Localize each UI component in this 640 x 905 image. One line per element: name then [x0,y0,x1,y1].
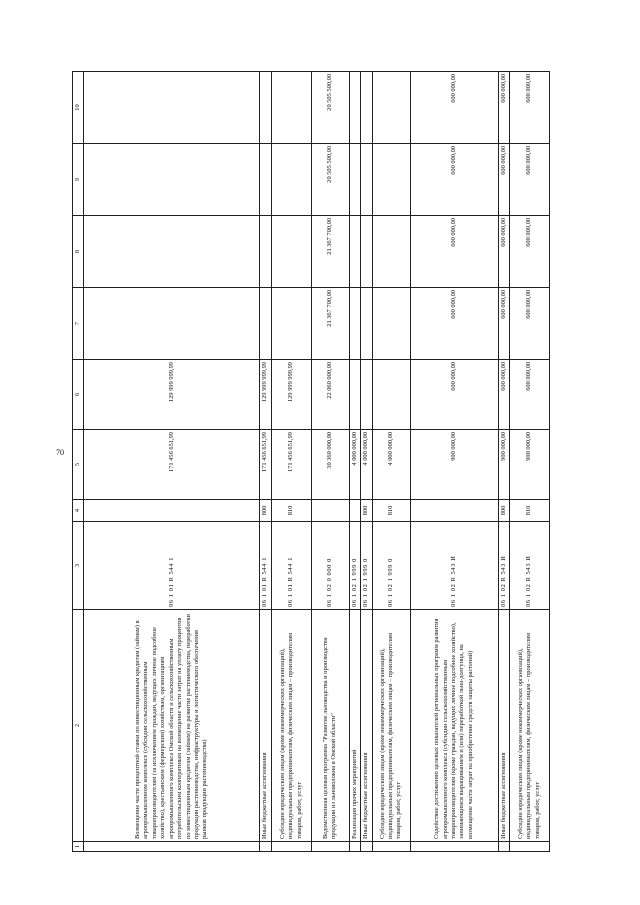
cell-col7: 21 367 700,00 [311,288,349,360]
cell-col5: 900 000,00 [498,430,509,500]
cell-type [349,500,360,522]
cell-code: 06 1 02 R 543 И [498,522,509,610]
cell-description: Субсидии юридическим лицам (кроме некоммерческих организаций), индивидуальным предпринимателям, физическим лицам – производителям товаров, работ, услуг [510,610,550,842]
cell-type [311,500,349,522]
col-header-3: 3 [73,522,84,610]
cell-num [410,842,498,852]
cell-col7 [349,288,360,360]
cell-description: Субсидии юридическим лицам (кроме некоммерческих организаций), индивидуальным предпринимателям, физическим лицам – производителям товаров, работ, услуг [372,610,410,842]
cell-col7: 600 000,00 [410,288,498,360]
cell-col7 [271,288,311,360]
cell-col5: 4 000 000,00 [349,430,360,500]
table-row [410,72,498,852]
cell-col6: 129 999 999,99 [84,360,260,430]
table-row [260,72,271,852]
cell-col7: 600 000,00 [498,288,509,360]
cell-col5: 171 456 651,99 [260,430,271,500]
cell-col8 [84,216,260,288]
cell-num [498,842,509,852]
cell-type: 810 [372,500,410,522]
cell-col6 [361,360,372,430]
col-header-9: 9 [73,144,84,216]
cell-col6: 600 000,00 [510,360,550,430]
cell-col6 [372,360,410,430]
cell-col6: 129 999 999,99 [271,360,311,430]
cell-col8: 21 367 700,00 [311,216,349,288]
cell-code: 06 1 02 1 999 0 [349,522,360,610]
cell-code: 06 1 02 1 999 0 [372,522,410,610]
cell-col8 [372,216,410,288]
cell-col10: 600 000,00 [498,72,509,144]
cell-num [260,842,271,852]
budget-table-page [72,72,542,852]
cell-col9 [84,144,260,216]
cell-col10 [361,72,372,144]
cell-col9 [349,144,360,216]
cell-col7 [372,288,410,360]
table-row [498,72,509,852]
table-row [271,72,311,852]
cell-col10: 600 000,00 [410,72,498,144]
cell-type: 810 [510,500,550,522]
cell-col5: 30 360 000,00 [311,430,349,500]
cell-num [361,842,372,852]
cell-col9: 600 000,00 [498,144,509,216]
cell-num [510,842,550,852]
cell-col6: 129 999 999,99 [260,360,271,430]
cell-col8: 600 000,00 [410,216,498,288]
col-header-8: 8 [73,216,84,288]
cell-type: 810 [271,500,311,522]
cell-col10 [271,72,311,144]
cell-col7 [84,288,260,360]
cell-col8: 600 000,00 [510,216,550,288]
cell-type: 800 [498,500,509,522]
cell-col10: 20 505 500,00 [311,72,349,144]
cell-description: Реализация прочих мероприятий [349,610,360,842]
cell-num [271,842,311,852]
cell-code: 06 1 02 R 543 И [410,522,498,610]
cell-code: 06 1 02 0 000 0 [311,522,349,610]
cell-col5: 4 000 000,00 [361,430,372,500]
cell-col9 [372,144,410,216]
cell-col10: 600 000,00 [510,72,550,144]
cell-col5: 4 000 000,00 [372,430,410,500]
cell-col5: 171 456 651,99 [271,430,311,500]
cell-type: 800 [260,500,271,522]
col-header-4: 4 [73,500,84,522]
table-row [349,72,360,852]
cell-description: Субсидии юридическим лицам (кроме некоммерческих организаций), индивидуальным предпринимателям, физическим лицам – производителям товаров, работ, услуг [271,610,311,842]
cell-col6: 600 000,00 [410,360,498,430]
cell-code: 06 1 02 R 543 И [510,522,550,610]
cell-col9: 600 000,00 [510,144,550,216]
cell-type [410,500,498,522]
cell-col6: 22 060 000,00 [311,360,349,430]
cell-num [372,842,410,852]
col-header-1: 1 [73,842,84,852]
cell-num [84,842,260,852]
cell-col9: 600 000,00 [410,144,498,216]
cell-description: Иные бюджетные ассигнования [498,610,509,842]
cell-type: 800 [361,500,372,522]
cell-num [311,842,349,852]
cell-col8 [349,216,360,288]
cell-description: Иные бюджетные ассигнования [361,610,372,842]
cell-code: 06 1 01 R 544 1 [260,522,271,610]
cell-col7 [361,288,372,360]
col-header-7: 7 [73,288,84,360]
table-row [311,72,349,852]
cell-col9: 20 505 500,00 [311,144,349,216]
cell-col8: 600 000,00 [498,216,509,288]
cell-col5: 171 456 651,99 [84,430,260,500]
cell-col8 [361,216,372,288]
cell-type [84,500,260,522]
cell-col10 [260,72,271,144]
cell-col8 [271,216,311,288]
cell-description: Иные бюджетные ассигнования [260,610,271,842]
col-header-6: 6 [73,360,84,430]
col-header-10: 10 [73,72,84,144]
cell-col10 [84,72,260,144]
cell-num [349,842,360,852]
cell-col6 [349,360,360,430]
table-row [361,72,372,852]
cell-col9 [260,144,271,216]
cell-col7 [260,288,271,360]
table-row [510,72,550,852]
cell-col8 [260,216,271,288]
cell-col10 [349,72,360,144]
cell-code: 06 1 01 R 544 1 [271,522,311,610]
cell-col9 [361,144,372,216]
budget-table [72,71,550,852]
cell-col5: 900 000,00 [510,430,550,500]
cell-description: Ведомственная целевая программа "Развитие льноводства и производства продукции из льноволокна в Омской области" [311,610,349,842]
col-header-5: 5 [73,430,84,500]
cell-code: 06 1 01 R 544 1 [84,522,260,610]
cell-code: 06 1 02 1 999 0 [361,522,372,610]
table-row [84,72,260,852]
cell-description: Содействие достижению целевых показателей региональных программ развития агропромышленного комплекса (субсидии сельскохозяйственным товаропроизводителям (кроме граждан, ведущих личное подсобное хозяйство), занимающимся выращиванием и (или) переработкой льна-долгунца, на возмещение части затрат на приобретение средств защиты растений) [410,610,498,842]
cell-col5: 900 000,00 [410,430,498,500]
col-header-2: 2 [73,610,84,842]
page-number: 70 [56,448,64,457]
cell-col7: 600 000,00 [510,288,550,360]
cell-col6: 600 000,00 [498,360,509,430]
cell-col9 [271,144,311,216]
cell-col10 [372,72,410,144]
table-row [372,72,410,852]
column-number-row [73,72,84,852]
cell-description: Возмещение части процентной ставки по инвестиционным кредитам (займам) в агропромышленном комплексе (субсидии сельскохозяйственным товаропроизводителям (за исключением граждан, ведущих личное подсобное хозяйство), крестьянским (фермерским) хозяйствам, организациям агропромышленного комплекса Омской области и сельскохозяйственным потребительским кооперативам на возмещение части затрат на уплату процентов по инвестиционным кредитам (займам) на развитие растениеводства, переработки продукции растениеводства, инфраструктуры и логистического обеспечения рынков продукции растениеводства) [84,610,260,842]
